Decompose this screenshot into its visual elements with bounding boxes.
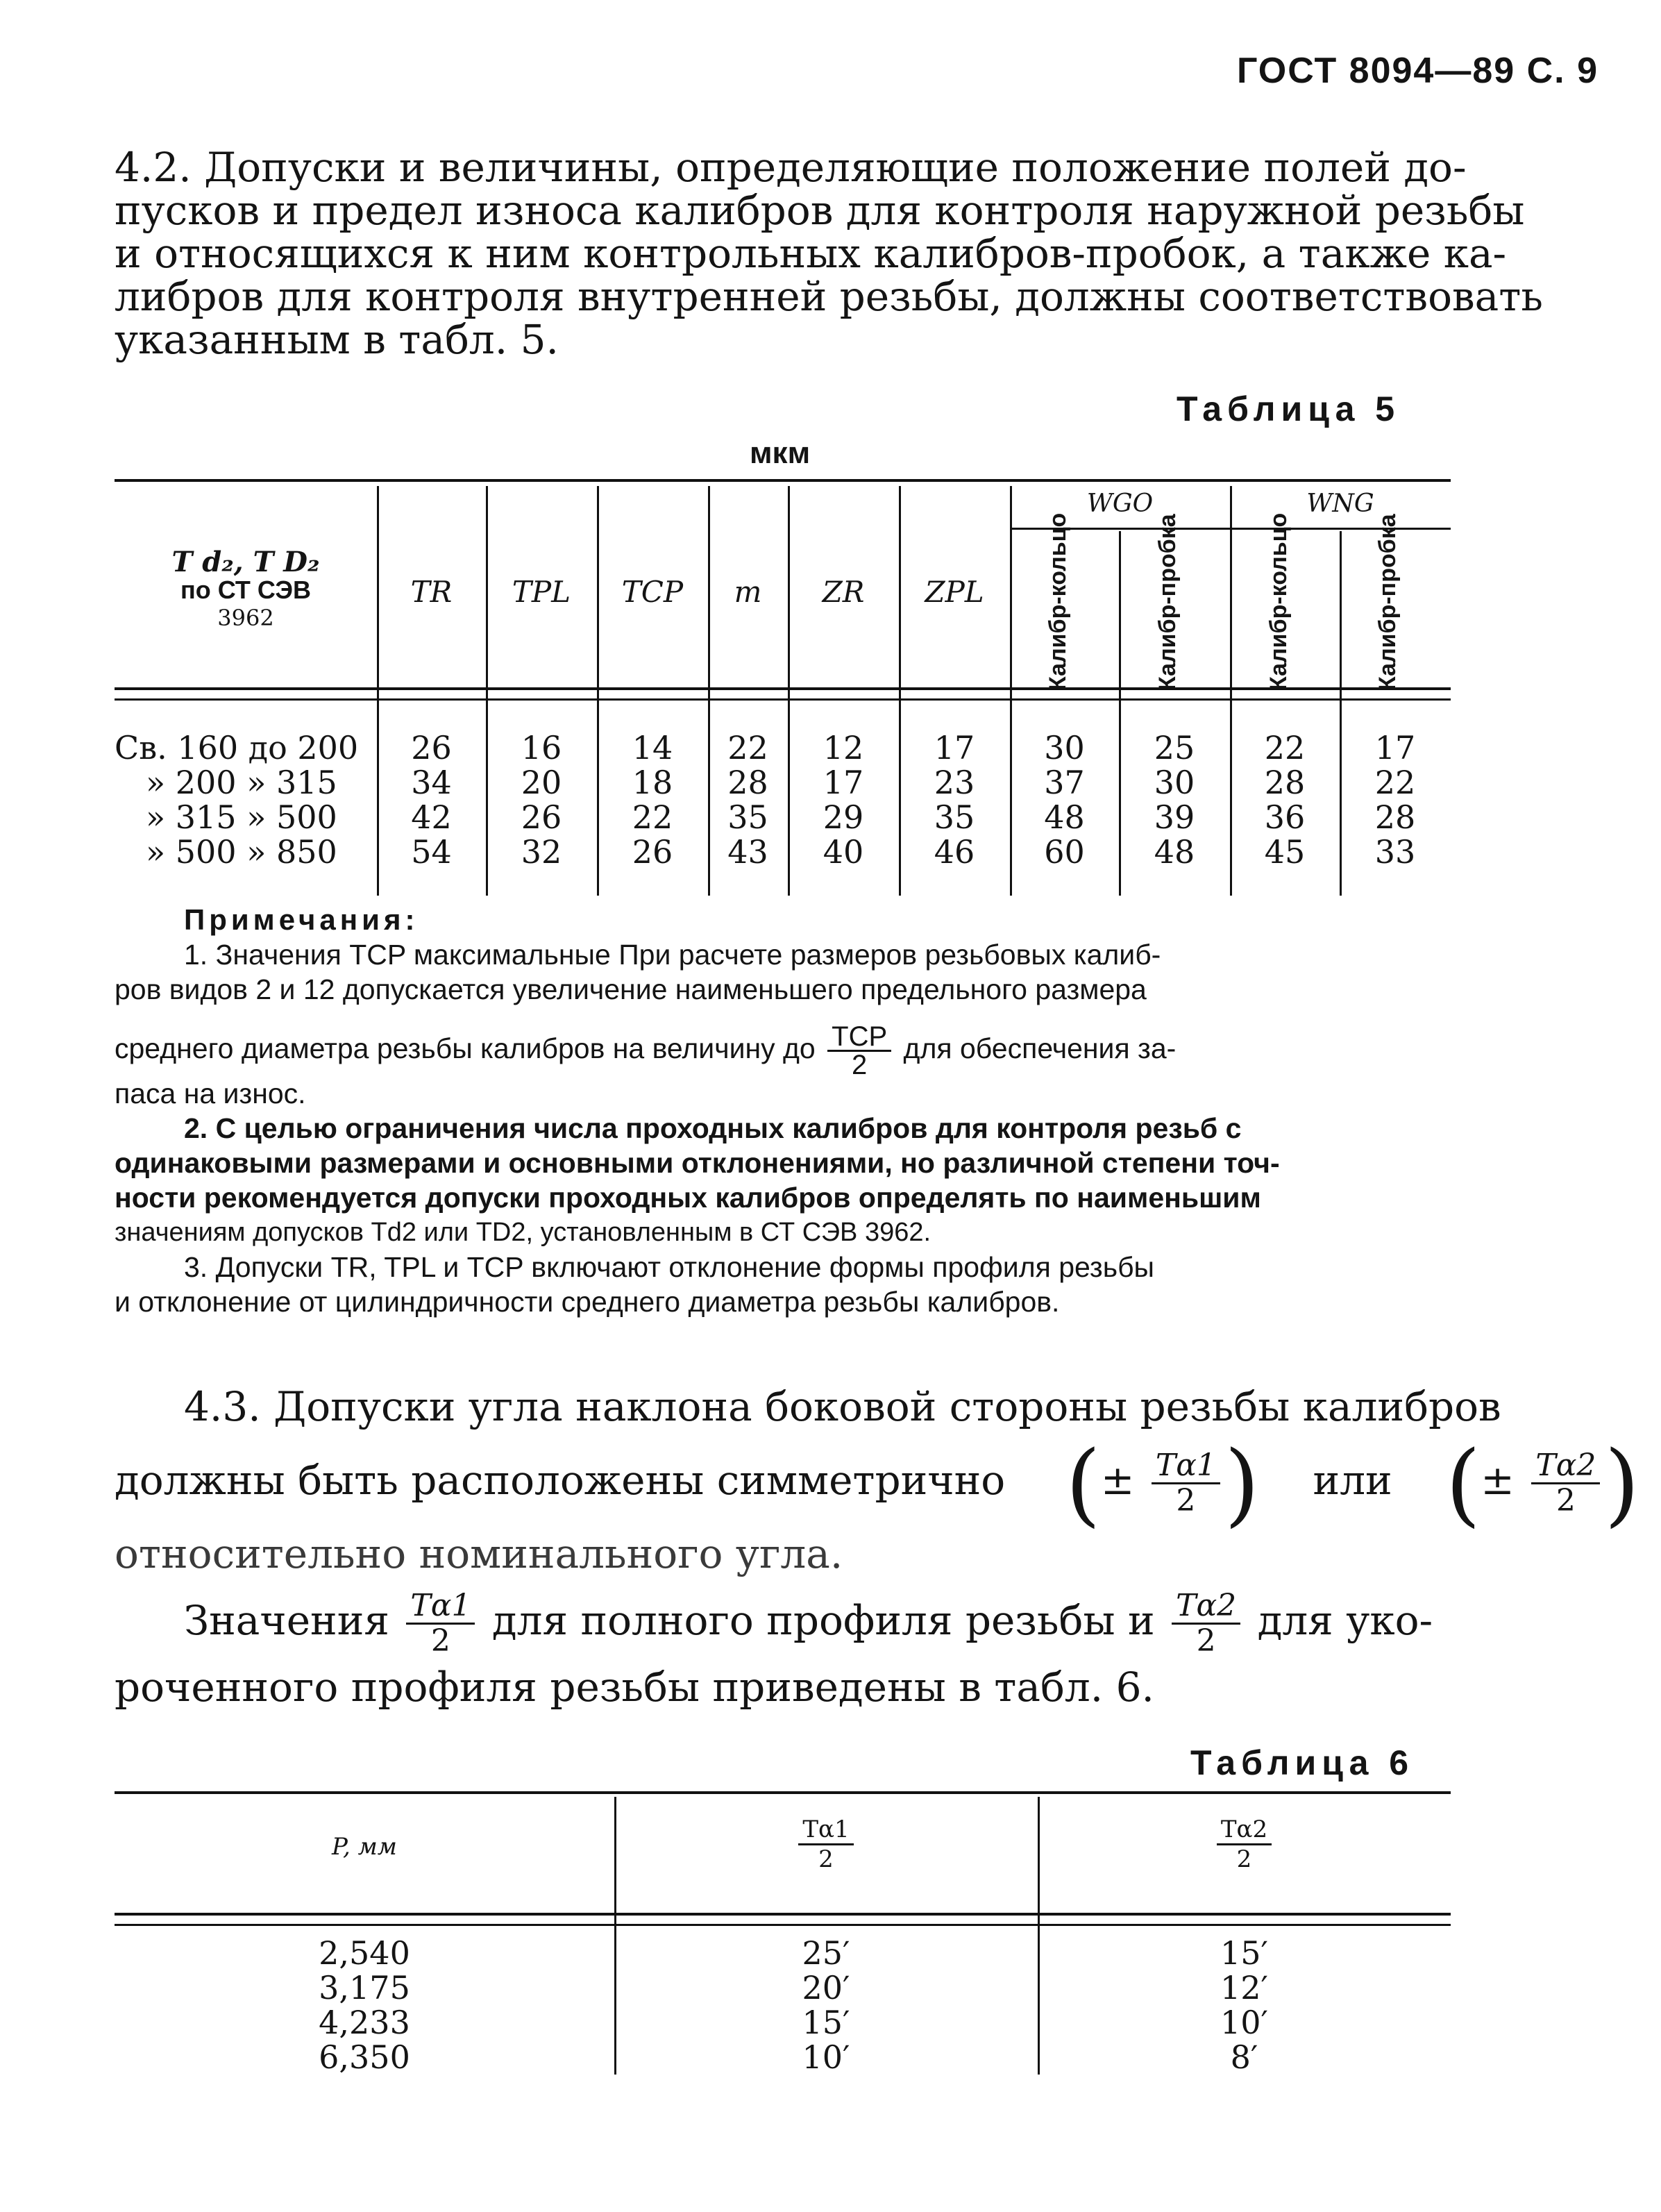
table5-cell: 35 [934, 798, 975, 836]
table5-cell: 28 [1374, 798, 1416, 836]
header-zpl: ZPL [925, 575, 984, 609]
table5-cell: 46 [934, 833, 975, 871]
para-line: либров для контроля внутренней резьбы, должны соответствовать [115, 273, 1543, 320]
table5-cell: 28 [1264, 764, 1306, 801]
table6-cell: 10′ [802, 2038, 850, 2076]
row-label: » 500 » 850 [146, 833, 337, 871]
header-wng-plug: Калибр-пробка [1374, 514, 1401, 691]
para-line: 4.3. Допуски угла наклона боковой стороны резьбы калибров [184, 1383, 1501, 1430]
table5-cell: 45 [1264, 833, 1306, 871]
table6-cell: 8′ [1230, 2038, 1258, 2076]
table5-cell: 26 [411, 729, 452, 766]
table5-cell: 22 [1374, 764, 1416, 801]
table6-cell: 12′ [1220, 1969, 1268, 2006]
table5-cell: 17 [1374, 729, 1416, 766]
table5-cell: 26 [632, 833, 673, 871]
header-wgo: WGO [1086, 489, 1154, 518]
table5-cell: 25 [1154, 729, 1195, 766]
table5-cell: 32 [521, 833, 562, 871]
fraction-alpha2: $\frac{T\alpha 2}{2}$ [1531, 1449, 1600, 1518]
para-line: 4.2. Допуски и величины, определяющие положение полей до- [115, 144, 1467, 191]
note-fraction: $\frac{\text{TCP}}{2}$ [827, 1023, 891, 1078]
table5-cell: 39 [1154, 798, 1195, 836]
table5-row-labels [115, 730, 371, 869]
table5-cell: 22 [1264, 729, 1306, 766]
table5-cell: 26 [521, 798, 562, 836]
table5-cell: 29 [823, 798, 864, 836]
row-label: » 200 » 315 [146, 764, 337, 801]
table5-cell: 28 [727, 764, 768, 801]
table5-cell: 48 [1154, 833, 1195, 871]
table5-caption: Таблица 5 [1177, 389, 1401, 428]
table6-col1-header: $\frac{T\alpha 1}{2}$ [614, 1816, 1038, 1873]
note-line-frac: среднего диаметра резьбы калибров на величину до $\frac{\text{TCP}}{2}$ для обеспечения за- [115, 1021, 1177, 1080]
table5-cell: 48 [1044, 798, 1085, 836]
table5-cell: 14 [632, 729, 673, 766]
header-wng-ring: Калибр-кольцо [1265, 512, 1292, 691]
header-tpl: TPL [512, 575, 571, 609]
table5-cell: 16 [521, 729, 562, 766]
table5-cell: 33 [1374, 833, 1416, 871]
para-line-fracs: должны быть расположены симметрично (± $\frac{T\alpha 1}{2}$ ) или (± $\frac{T\alpha 2}{2}$ ) [115, 1430, 1640, 1536]
header-zr: ZR [822, 575, 865, 609]
table5-col0-header: T d₂, T D₂ по СТ СЭВ 3962 [171, 546, 320, 631]
table5-cell: 18 [632, 764, 673, 801]
table5-cell: 22 [632, 798, 673, 836]
table6-col2-header: $\frac{T\alpha 2}{2}$ [1038, 1816, 1451, 1873]
table5-cell: 30 [1044, 729, 1085, 766]
note-line: ров видов 2 и 12 допускается увеличение наименьшего предельного размера [115, 973, 1147, 1005]
note-line: ности рекомендуется допуски проходных калибров определять по наименьшим [115, 1182, 1261, 1214]
table5-cell: 43 [727, 833, 768, 871]
header-wgo-plug: Калибр-пробка [1154, 514, 1181, 691]
table6-cell: 25′ [802, 1934, 850, 1972]
table6-cell: 20′ [802, 1969, 850, 2006]
paragraph-4-2 [115, 144, 1543, 363]
note-line: 2. С целью ограничения числа проходных калибров для контроля резьб с [184, 1112, 1242, 1144]
para-line: указанным в табл. 5. [115, 316, 559, 363]
table5-cell: 30 [1154, 764, 1195, 801]
note-line: и отклонение от цилиндричности среднего диаметра резьбы калибров. [115, 1286, 1060, 1318]
header-wng: WNG [1306, 489, 1374, 518]
table5-cell: 34 [411, 764, 452, 801]
fraction-alpha1: $\frac{T\alpha 1}{2}$ [1152, 1449, 1220, 1518]
table6-cell: 4,233 [319, 2004, 410, 2041]
para-line: и относящихся к ним контрольных калибров-пробок, а также ка- [115, 230, 1507, 277]
table5-cell: 40 [823, 833, 864, 871]
header-tcp: TCP [621, 575, 684, 609]
note-line: 3. Допуски TR, TPL и TCP включают отклонение формы профиля резьбы [184, 1251, 1155, 1283]
para-line-fracs2: Значения $\frac{T\alpha 1}{2}$ для полного профиля резьбы и $\frac{T\alpha 2}{2}$ для уко- [184, 1588, 1433, 1659]
table6-cell: 15′ [1220, 1934, 1268, 1972]
table5-cell: 54 [411, 833, 452, 871]
table6-cell: 15′ [802, 2004, 850, 2041]
note-line: паса на износ. [115, 1078, 306, 1109]
table6-caption: Таблица 6 [1190, 1743, 1415, 1782]
note-line: 1. Значения TCP максимальные При расчете размеров резьбовых калиб- [184, 939, 1161, 971]
row-label: Св. 160 до 200 [115, 729, 359, 766]
note-line: одинаковыми размерами и основными отклонениями, но различной степени точ- [115, 1147, 1280, 1179]
table5-unit: мкм [750, 436, 811, 470]
table6-cell: 3,175 [319, 1969, 410, 2006]
note-line: значениям допусков Td2 или TD2, установленным в СТ СЭВ 3962. [115, 1218, 931, 1247]
table5-cell: 17 [823, 764, 864, 801]
table5-cell: 23 [934, 764, 975, 801]
table5-cell: 60 [1044, 833, 1085, 871]
notes [115, 903, 1451, 1319]
table5-cell: 17 [934, 729, 975, 766]
paragraph-4-3 [115, 1383, 1640, 1711]
para-line: пусков и предел износа калибров для контроля наружной резьбы [115, 187, 1525, 234]
table5-cell: 22 [727, 729, 768, 766]
table5-cell: 35 [727, 798, 768, 836]
header-wgo-ring: Калибр-кольцо [1045, 512, 1071, 691]
table5-cell: 42 [411, 798, 452, 836]
table6-cell: 10′ [1220, 2004, 1268, 2041]
notes-title: Примечания: [184, 903, 419, 936]
table6-cell: 6,350 [319, 2038, 410, 2076]
table6-col0-header: P, мм [332, 1833, 397, 1861]
table5-cell: 20 [521, 764, 562, 801]
page-header: ГОСТ 8094—89 С. 9 [1236, 51, 1599, 91]
table5-cell: 36 [1264, 798, 1306, 836]
fraction-alpha1-b: $\frac{T\alpha 1}{2}$ [406, 1589, 475, 1658]
table6-cell: 2,540 [319, 1934, 410, 1972]
fraction-alpha2-b: $\frac{T\alpha 2}{2}$ [1172, 1589, 1240, 1658]
para-line: роченного профиля резьбы приведены в табл. 6. [115, 1664, 1154, 1711]
table5-cell: 12 [823, 729, 864, 766]
header-tr: TR [410, 575, 453, 609]
table5-cell: 37 [1044, 764, 1085, 801]
row-label: » 315 » 500 [146, 798, 337, 836]
header-m: m [734, 575, 762, 609]
para-line: относительно номинального угла. [115, 1530, 843, 1577]
